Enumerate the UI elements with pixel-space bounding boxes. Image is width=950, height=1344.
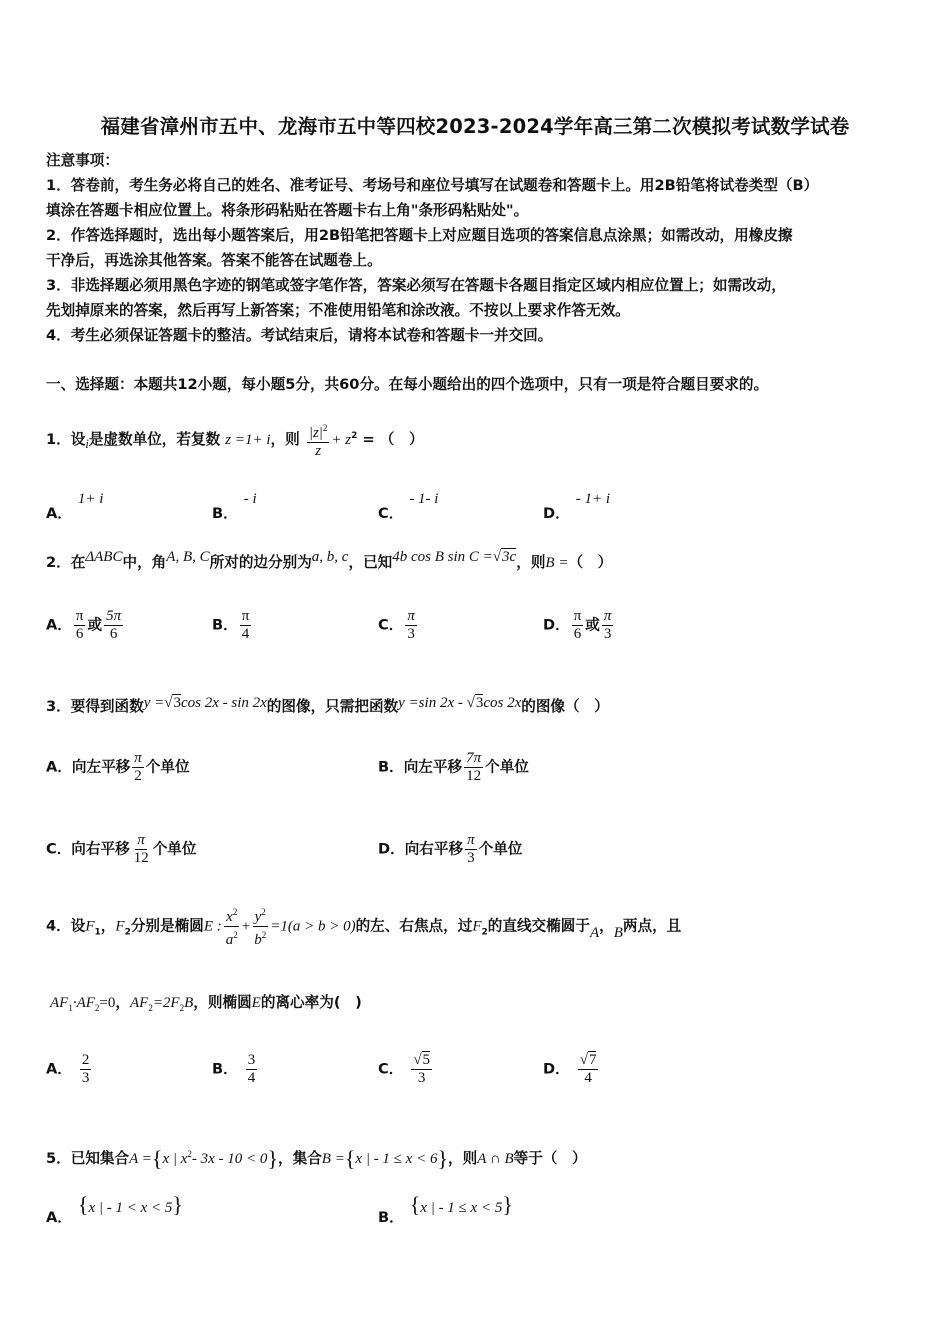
q4-text-6: ，则椭圆 <box>193 994 252 1011</box>
q4-ellipse-condition: =1(a > b > 0) <box>270 918 356 935</box>
notice-heading: 注意事项： <box>46 152 119 169</box>
q1-option-c[interactable]: C．- 1- i <box>378 491 439 522</box>
q3-func1-root: 3 <box>173 695 181 711</box>
q5-set-a: x | x <box>162 1150 188 1167</box>
q4-x-fraction: $\frac{x^2}{a^2}$ <box>224 904 240 949</box>
q2-option-b[interactable]: B． $\frac{\pi}{4}$ <box>212 608 250 642</box>
notice-line-5: 3．非选择题必须用黑色字迹的钢笔或签字笔作答，答案必须写在答题卡各题目指定区域内相应位置上；如需改动， <box>46 277 786 294</box>
question-2: 2．在ΔABC中，角A, B, C所对的边分别为a, b, c，已知4b cos B sin C =√3c，则B =（ ） <box>46 549 613 571</box>
q1-text-2: 是虚数单位，若复数 <box>88 431 221 448</box>
q4-text-2: 分别是椭圆 <box>130 917 204 935</box>
q1-text-3: ，则 <box>270 431 300 448</box>
q4-b-end: B <box>184 995 194 1011</box>
q3-func1-b: cos 2x - sin 2x <box>180 695 267 711</box>
q2-text-2: 中，角 <box>122 554 167 571</box>
page-title: 福建省漳州市五中、龙海市五中等四校2023-2024学年高三第二次模拟考试数学试卷 <box>100 115 850 138</box>
q5-option-a[interactable]: A．{x | - 1 < x < 5} <box>46 1192 183 1226</box>
q2-text-4: ，已知 <box>348 554 393 571</box>
section-heading: 一、选择题：本题共12小题，每小题5分，共60分。在每小题给出的四个选项中，只有一项是符合题目要求的。 <box>46 376 769 393</box>
notice-line-7: 4．考生必须保证答题卡的整洁。考试结束后，请将本试卷和答题卡一并交回。 <box>46 327 553 344</box>
q3-text-2: 的图像，只需把函数 <box>266 698 399 715</box>
q1-text-1: 1．设 <box>46 431 86 448</box>
q4-text-5: 两点，且 <box>622 917 682 935</box>
q4-f2: F <box>115 918 125 935</box>
q1-z: z =1+ i <box>225 432 271 448</box>
q2-text-3: 所对的边分别为 <box>209 554 312 571</box>
q4-point-a: A <box>589 924 600 941</box>
q5-set-a-2: - 3x - 10 < 0 <box>191 1150 268 1167</box>
question-4-line-2: $AF_1\cdot AF_2=0$，$AF_2=2F_2B$，则椭圆E的离心率为( ) <box>50 994 362 1013</box>
q2-sides: a, b, c <box>311 549 349 565</box>
q3-text-1: 3．要得到函数 <box>46 698 144 715</box>
q2-option-d[interactable]: D． $\frac{\pi}{6}$ 或 $\frac{\pi}{3}$ <box>543 608 612 642</box>
q2-equation: 4b cos B sin C = <box>392 549 493 565</box>
q4-option-d[interactable]: D． $\frac{√7}{4}$ <box>543 1052 597 1086</box>
question-5: 5．已知集合A ={x | $x^2-$ 3x - 10 < 0}，集合B ={x | - 1 ≤ x < 6}，则A ∩ B等于（ ） <box>46 1145 587 1171</box>
q4-f1: F <box>85 918 95 935</box>
q5-intersection: A ∩ B <box>477 1150 514 1167</box>
q4-text-1: 4．设 <box>46 917 86 935</box>
q2-option-a[interactable]: A． $\frac{\pi}{6}$ 或 $\frac{5\pi}{6}$ <box>46 608 122 642</box>
q3-func1-a: y = <box>143 695 165 711</box>
q3-text-3: 的图像（ ） <box>521 698 609 715</box>
question-3: 3．要得到函数y =√3cos 2x - sin 2x的图像，只需把函数y =sin 2x - √3cos 2x的图像（ ） <box>46 695 609 715</box>
question-1: 1．设i是虚数单位，若复数 z =1+ i，则 $\frac{|z|^2}{z}$ + $z^2$ = （ ） <box>46 420 424 460</box>
q3-func2-root: 3 <box>475 695 484 711</box>
q5-option-b[interactable]: B．{x | - 1 ≤ x < 5} <box>378 1192 513 1226</box>
q5-text-1: 5．已知集合 <box>46 1149 130 1167</box>
q5-set-b: x | - 1 ≤ x < 6 <box>355 1150 438 1167</box>
q2-text-5: ，则 <box>516 554 546 571</box>
q1-tail: = （ ） <box>362 431 424 448</box>
question-4: 4．设$F_1$，$F_2$分别是椭圆E : $\frac{x^2}{a^2}$ + $\frac{y^2}{b^2}$ =1(a > b > 0)的左、右焦点，过$F_2$的直线交椭圆于A，B两点，且 <box>46 904 681 949</box>
q2-b: B = <box>545 555 569 571</box>
notice-line-6: 先划掉原来的答案，然后再写上新答案；不准使用铅笔和涂改液。不按以上要求作答无效。 <box>46 302 630 319</box>
q5-text-3: ，则 <box>448 1149 478 1167</box>
q4-text-7: 的离心率为( ) <box>260 994 362 1011</box>
q4-y-fraction: $\frac{y^2}{b^2}$ <box>252 904 268 949</box>
q5-text-4: 等于（ ） <box>513 1149 587 1167</box>
q4-af1: AF <box>50 995 69 1011</box>
q3-func2-b: cos 2x <box>483 695 522 711</box>
q3-func2-a: y =sin 2x - <box>398 695 467 711</box>
q3-option-b[interactable]: B．向左平移 $\frac{7\pi}{12}$ 个单位 <box>378 750 529 784</box>
q4-e: E <box>251 995 261 1011</box>
q5-a: A = <box>129 1150 152 1167</box>
q4-af2: ·AF <box>72 995 95 1011</box>
notice-line-1: 1．答卷前，考生务必将自己的姓名、准考证号、考场号和座位号填写在试题卷和答题卡上。用2B铅笔将试卷类型（B） <box>46 177 819 194</box>
q4-option-b[interactable]: B． $\frac{3}{4}$ <box>212 1052 256 1086</box>
q4-dot-zero: =0 <box>99 995 116 1011</box>
q2-text-6: （ ） <box>568 554 613 571</box>
q4-option-a[interactable]: A． $\frac{2}{3}$ <box>46 1052 90 1086</box>
q2-option-c[interactable]: C． $\frac{\pi}{3}$ <box>378 608 415 642</box>
q2-triangle: ΔABC <box>85 549 123 565</box>
q5-b: B = <box>321 1150 345 1167</box>
q1-i: i <box>85 436 89 451</box>
q2-equation-rhs: 3c <box>502 549 517 565</box>
q1-option-b[interactable]: B．- i <box>212 491 257 522</box>
q2-angles: A, B, C <box>166 549 210 565</box>
q3-option-a[interactable]: A．向左平移 $\frac{\pi}{2}$ 个单位 <box>46 750 190 784</box>
notice-line-4: 干净后，再选涂其他答案。答案不能答在试题卷上。 <box>46 252 382 269</box>
notice-line-2: 填涂在答题卡相应位置上。将条形码粘贴在答题卡右上角"条形码粘贴处"。 <box>46 202 529 219</box>
q4-text-4: 的直线交椭圆于 <box>487 917 590 935</box>
q4-ellipse-name: E : <box>203 918 222 935</box>
q1-fraction: $\frac{|z|^2}{z}$ <box>307 420 330 460</box>
q4-text-3: 的左、右焦点，过 <box>355 917 473 935</box>
q4-af2-2: AF <box>129 995 149 1011</box>
q1-option-d[interactable]: D．- 1+ i <box>543 491 611 522</box>
q3-option-c[interactable]: C．向右平移 $\frac{\pi}{12}$ 个单位 <box>46 832 197 866</box>
q4-option-c[interactable]: C． $\frac{√5}{3}$ <box>378 1052 431 1086</box>
q4-2f2: =2F <box>152 995 180 1011</box>
q4-point-b: B <box>613 924 623 941</box>
q3-option-d[interactable]: D．向右平移 $\frac{\pi}{3}$ 个单位 <box>378 832 523 866</box>
q5-text-2: ，集合 <box>278 1149 322 1167</box>
notice-line-3: 2．作答选择题时，选出每小题答案后，用2B铅笔把答题卡上对应题目选项的答案信息点涂黑；如需改动，用橡皮擦 <box>46 227 793 244</box>
q2-text-1: 2．在 <box>46 554 86 571</box>
q1-option-a[interactable]: A．1+ i <box>46 491 104 522</box>
